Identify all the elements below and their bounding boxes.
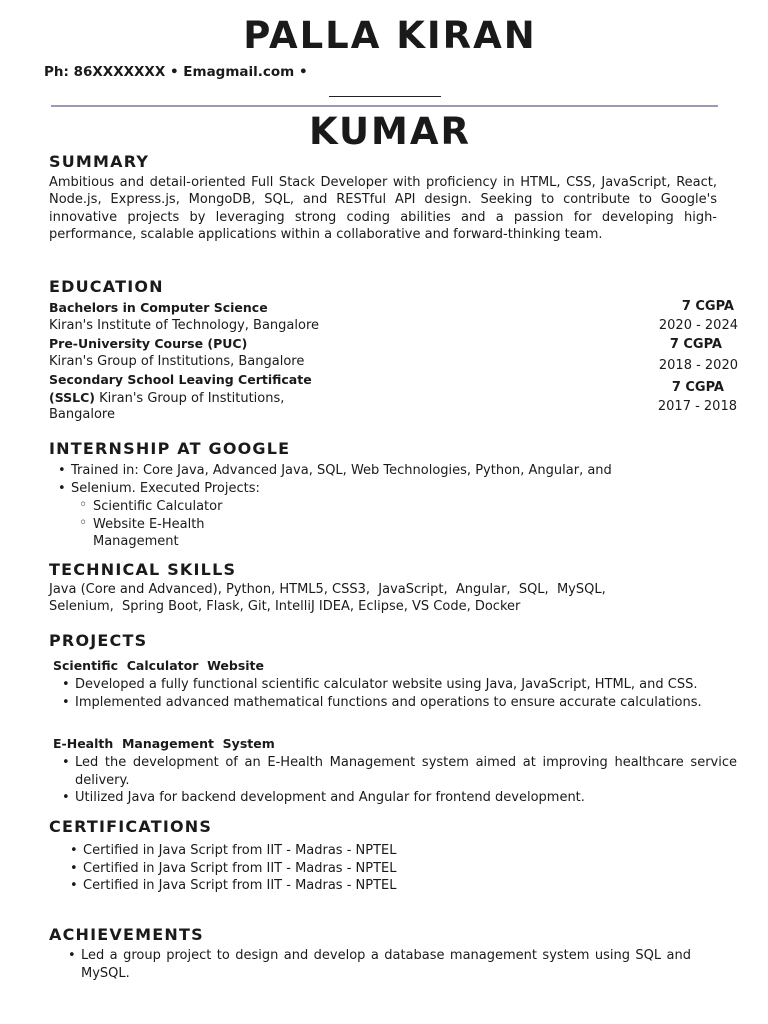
list-item: • Trained in: Core Java, Advanced Java, SQL, Web Technologies, Python, Angular, and (71, 462, 731, 480)
education-years: 2017 - 2018 (657, 399, 737, 414)
list-item: • Led a group project to design and develop a database management system using SQL and MySQL. (81, 947, 691, 982)
internship-sublist (93, 498, 223, 551)
list-item: • Certified in Java Script from IIT - Madras - NPTEL (83, 842, 414, 860)
education-years: 2020 - 2024 (658, 318, 738, 333)
list-item: • Developed a fully functional scientific calculator website using Java, JavaScript, HTML, and CSS. (75, 676, 735, 694)
project-bullets (75, 676, 735, 711)
underline-divider (329, 96, 441, 97)
list-item: • Implemented advanced mathematical functions and operations to ensure accurate calculations. (75, 694, 735, 712)
project-bullets (75, 754, 737, 807)
skills-text-line2: Selenium, Spring Boot, Flask, Git, IntelliJ IDEA, Eclipse, VS Code, Docker (49, 599, 521, 614)
skills-text-line1: Java (Core and Advanced), Python, HTML5, CSS3, JavaScript, Angular, SQL, MySQL, (49, 582, 606, 597)
achievements-list (81, 947, 691, 982)
list-item: • Selenium. Executed Projects: (71, 480, 731, 498)
resume-name-first: PALLA KIRAN (243, 14, 537, 57)
list-item: • Led the development of an E-Health Management system aimed at improving healthcare service delivery. (75, 754, 737, 789)
summary-heading: SUMMARY (49, 152, 150, 171)
project-title: E-Health Management System (53, 736, 275, 751)
resume-name-last: KUMAR (308, 110, 471, 153)
achievements-heading: ACHIEVEMENTS (49, 925, 204, 944)
contact-info: Ph: 86XXXXXXX • Emagmail.com • (44, 64, 308, 80)
education-institution: Kiran's Group of Institutions, Bangalore (49, 354, 305, 369)
education-degree: Bachelors in Computer Science (49, 300, 268, 315)
education-degree: Secondary School Leaving Certificate (49, 372, 312, 387)
list-item: • Utilized Java for backend development and Angular for frontend development. (75, 789, 737, 807)
summary-text: Ambitious and detail-oriented Full Stack Developer with proficiency in HTML, CSS, JavaScript, React, Node.js, Express.js, MongoDB, SQL, and RESTful API design. Seeking to contribute to Google's innovative projects by leveraging strong coding abilities and a passion for developing high- performance, scalable applications within a collaborative and forward-thinking team. (49, 175, 717, 242)
education-grade: 7 CGPA (669, 337, 722, 352)
projects-heading: PROJECTS (49, 631, 148, 650)
list-item: ◦ Scientific Calculator (93, 498, 223, 516)
education-degree-cont: (SSLC) (49, 390, 96, 405)
skills-heading: TECHNICAL SKILLS (49, 560, 237, 579)
internship-list (71, 462, 731, 497)
header-rule (51, 105, 718, 107)
education-institution: Kiran's Group of Institutions, (99, 391, 285, 406)
education-institution: Kiran's Institute of Technology, Bangalore (49, 318, 319, 333)
education-grade: 7 CGPA (671, 380, 724, 395)
list-item: ◦ Website E-Health Management (93, 516, 223, 551)
project-title: Scientific Calculator Website (53, 658, 265, 673)
list-item: • Certified in Java Script from IIT - Madras - NPTEL (83, 860, 414, 878)
certifications-list (83, 842, 414, 895)
education-grade: 7 CGPA (681, 299, 734, 314)
education-institution-cont: Bangalore (49, 407, 115, 422)
list-item: • Certified in Java Script from IIT - Madras - NPTEL (83, 877, 414, 895)
certifications-heading: CERTIFICATIONS (49, 817, 213, 836)
education-sslc-line (49, 389, 284, 407)
education-years: 2018 - 2020 (658, 358, 738, 373)
education-degree: Pre-University Course (PUC) (49, 336, 248, 351)
internship-heading: INTERNSHIP AT GOOGLE (49, 439, 291, 458)
education-heading: EDUCATION (49, 277, 164, 296)
